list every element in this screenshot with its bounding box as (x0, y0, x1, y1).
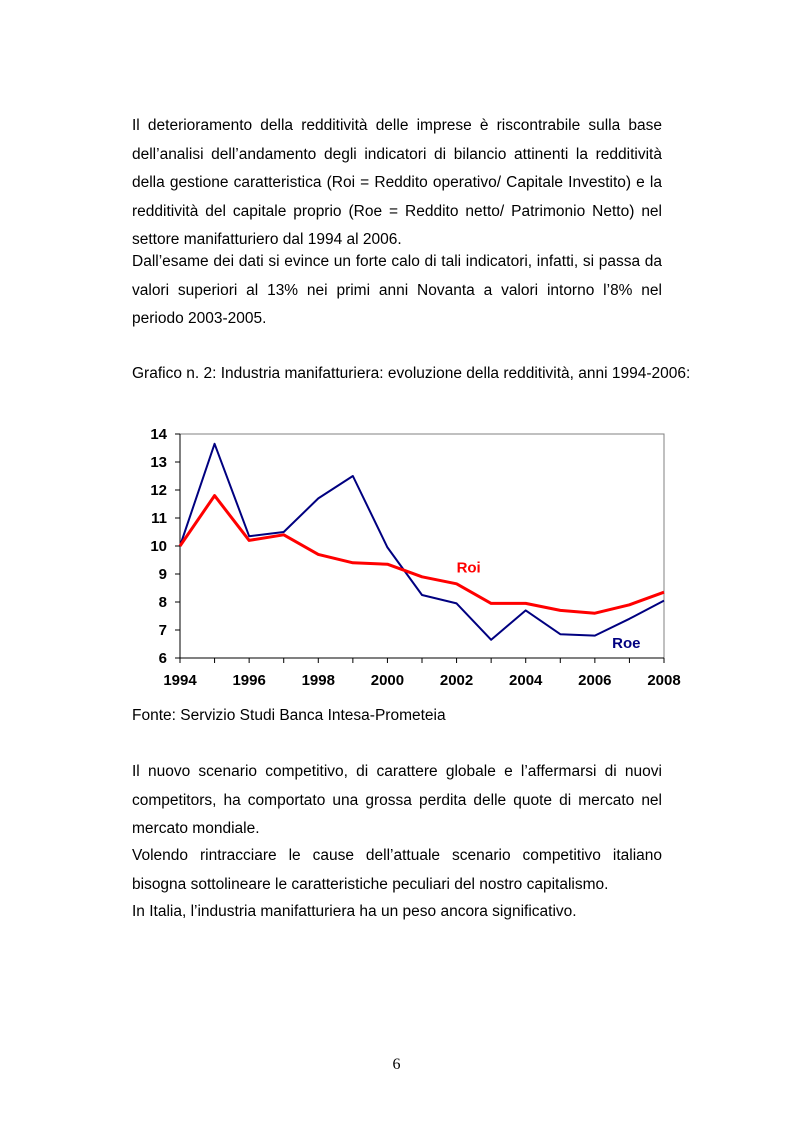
figure-caption: Grafico n. 2: Industria manifatturiera: evoluzione della redditività, anni 1994-2006: (132, 365, 691, 382)
profitability-line-chart (110, 420, 710, 700)
x-tick-label: 2002 (439, 672, 474, 689)
y-tick-label: 9 (158, 566, 167, 583)
paragraph-italy-industry: In Italia, l’industria manifatturiera ha un peso ancora significativo. (132, 903, 577, 920)
x-tick-label: 1996 (232, 672, 266, 689)
paragraph-indicator-decline: Dall’esame dei dati si evince un forte calo di tali indicatori, infatti, si passa da valori superiori al 13% nei primi anni Novanta a valori intorno l’8% nel periodo 2003-2005. (132, 253, 662, 327)
y-tick-label: 13 (150, 454, 167, 471)
y-tick-label: 7 (158, 622, 167, 639)
y-tick-label: 14 (150, 426, 167, 443)
page-number: 6 (392, 1056, 401, 1073)
paragraph-competitive-scenario: Il nuovo scenario competitivo, di carattere globale e l’affermarsi di nuovi competitors, ha comportato una grossa perdita delle quote di mercato nel mercato mondiale. (132, 763, 662, 837)
plot-area (180, 434, 664, 658)
x-tick-label: 2000 (370, 672, 405, 689)
y-tick-label: 11 (151, 510, 167, 527)
x-tick-label: 2006 (578, 672, 612, 689)
figure-source: Fonte: Servizio Studi Banca Intesa-Prometeia (132, 707, 446, 724)
y-tick-label: 6 (158, 650, 167, 667)
x-tick-label: 1998 (301, 672, 335, 689)
y-tick-label: 12 (150, 482, 167, 499)
x-tick-label: 2004 (509, 672, 543, 689)
series-label-roi: Roi (456, 559, 481, 577)
series-label-roe: Roe (612, 635, 641, 653)
paragraph-roi-roe-intro: Il deterioramento della redditività delle imprese è riscontrabile sulla base dell’analisi dell’andamento degli indicatori di bilancio attinenti la redditività della gestione caratteristica (Roi = Reddito operativo/ Capitale Investito) e la redditività del capitale proprio (Roe = Reddito netto/ Patrimonio Netto) nel settore manifatturiero dal 1994 al 2006. (132, 117, 662, 248)
y-tick-label: 10 (150, 538, 167, 555)
paragraph-causes: Volendo rintracciare le cause dell’attuale scenario competitivo italiano bisogna sottolineare le caratteristiche peculiari del nostro capitalismo. (132, 847, 662, 893)
x-tick-label: 2008 (647, 672, 681, 689)
x-tick-label: 1994 (163, 672, 197, 689)
y-tick-label: 8 (158, 594, 167, 611)
